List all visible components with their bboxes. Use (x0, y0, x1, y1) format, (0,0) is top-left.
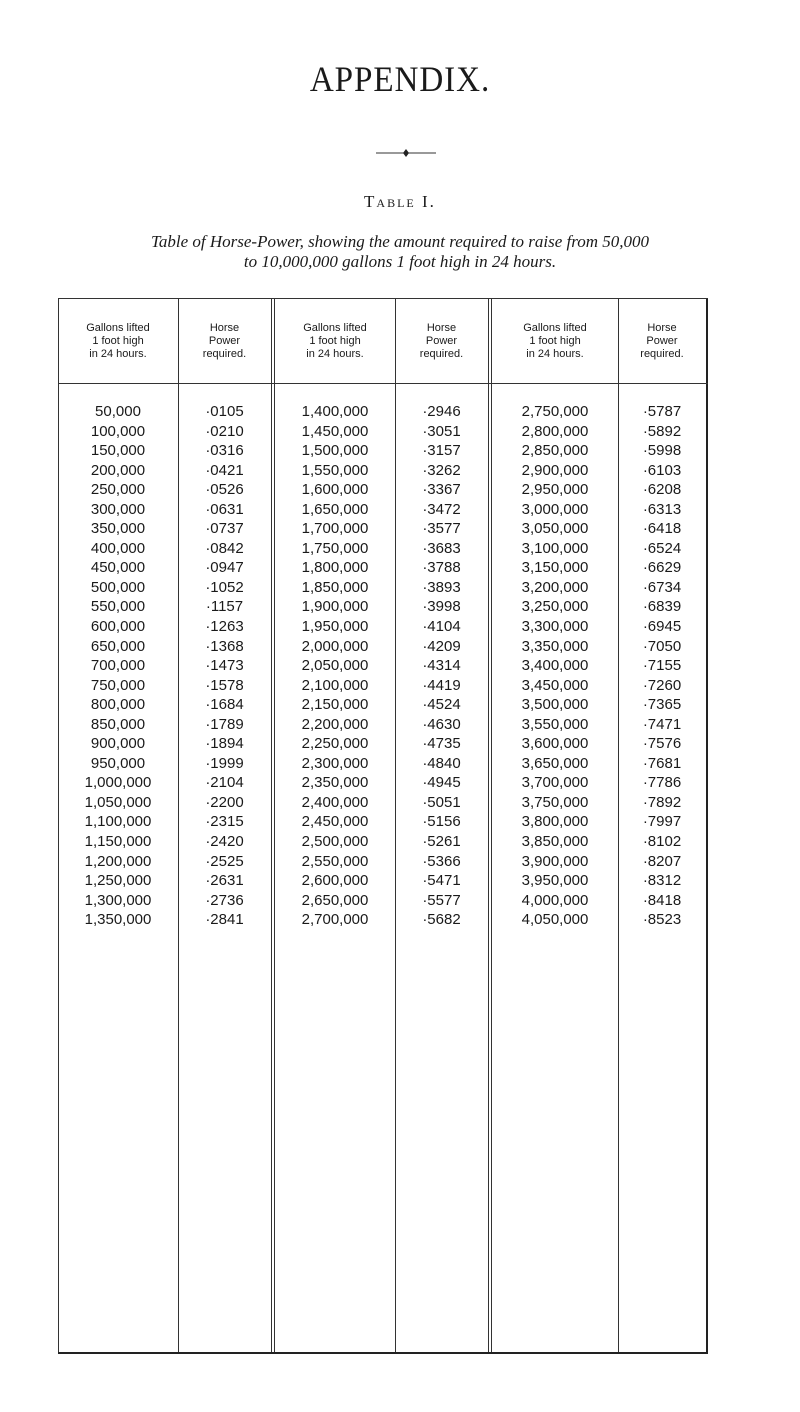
horse-power-cell: ·0526 (205, 481, 244, 499)
gallons-cell: 2,650,000 (301, 891, 369, 909)
horse-power-cell: ·3472 (422, 500, 461, 518)
gallons-cell: 3,750,000 (521, 793, 589, 811)
gallons-cell: 2,500,000 (301, 833, 369, 851)
horse-power-cell: ·6418 (642, 520, 682, 538)
horse-power-cell: ·1473 (205, 657, 244, 675)
gallons-cell: 3,550,000 (521, 715, 589, 733)
horse-power-cell: ·2315 (205, 813, 244, 831)
gallons-cell: 2,850,000 (521, 442, 589, 460)
table-row (58, 793, 708, 813)
gallons-cell: 3,600,000 (521, 735, 589, 753)
horse-power-cell: ·5471 (422, 872, 461, 890)
gallons-cell: 1,100,000 (84, 813, 152, 831)
table-body (58, 402, 708, 930)
table-row (58, 910, 708, 930)
column-header-gallons: Gallons lifted 1 foot high in 24 hours. (303, 321, 367, 360)
gallons-cell: 1,650,000 (301, 500, 369, 518)
gallons-cell: 1,950,000 (301, 618, 369, 636)
horse-power-cell: ·5366 (422, 852, 461, 870)
horse-power-cell: ·4945 (422, 774, 461, 792)
column-header-horse-power: Horse Power required. (419, 321, 464, 360)
gallons-cell: 3,200,000 (521, 578, 589, 596)
horse-power-cell: ·4104 (422, 618, 461, 636)
horse-power-cell: ·0737 (205, 520, 244, 538)
gallons-cell: 550,000 (90, 598, 146, 616)
gallons-cell: 2,300,000 (301, 754, 369, 772)
gallons-cell: 950,000 (90, 754, 146, 772)
horse-power-cell: ·6629 (642, 559, 682, 577)
horse-power-cell: ·1578 (205, 676, 244, 694)
horse-power-cell: ·7155 (642, 657, 682, 675)
gallons-cell: 2,600,000 (301, 872, 369, 890)
horse-power-cell: ·3262 (422, 461, 461, 479)
column-header-horse-power: Horse Power required. (640, 321, 684, 360)
gallons-cell: 2,700,000 (301, 911, 369, 929)
horse-power-cell: ·1052 (205, 578, 244, 596)
table-row (58, 500, 708, 520)
caption-line-1: Table of Horse-Power, showing the amount required to raise from 50,000 (150, 232, 650, 251)
gallons-cell: 2,350,000 (301, 774, 369, 792)
gallons-cell: 350,000 (90, 520, 146, 538)
table-row (58, 578, 708, 598)
gallons-cell: 2,050,000 (301, 657, 369, 675)
horse-power-cell: ·6734 (642, 578, 682, 596)
horse-power-cell: ·0421 (205, 461, 244, 479)
gallons-cell: 500,000 (90, 578, 146, 596)
diamond-ornament-icon (376, 148, 436, 158)
horse-power-cell: ·3577 (422, 520, 461, 538)
table-row (58, 871, 708, 891)
gallons-cell: 2,200,000 (301, 715, 369, 733)
horse-power-cell: ·4419 (422, 676, 461, 694)
horse-power-cell: ·1157 (205, 598, 244, 616)
table-row (58, 656, 708, 676)
gallons-cell: 300,000 (90, 500, 146, 518)
horse-power-cell: ·6945 (642, 618, 682, 636)
gallons-cell: 1,000,000 (84, 774, 152, 792)
gallons-cell: 3,900,000 (521, 852, 589, 870)
horse-power-cell: ·4209 (422, 637, 461, 655)
table-row (58, 812, 708, 832)
horse-power-cell: ·7576 (642, 735, 682, 753)
horse-power-cell: ·0210 (205, 422, 244, 440)
gallons-cell: 3,300,000 (521, 618, 589, 636)
gallons-cell: 850,000 (90, 715, 146, 733)
gallons-cell: 3,800,000 (521, 813, 589, 831)
gallons-cell: 1,300,000 (84, 891, 152, 909)
horse-power-cell: ·3683 (422, 539, 461, 557)
gallons-cell: 3,950,000 (521, 872, 589, 890)
horse-power-cell: ·5156 (422, 813, 461, 831)
table-row (58, 773, 708, 793)
table-row (58, 558, 708, 578)
gallons-cell: 1,800,000 (301, 559, 369, 577)
horse-power-cell: ·4524 (422, 696, 461, 714)
gallons-cell: 3,850,000 (521, 833, 589, 851)
gallons-cell: 900,000 (90, 735, 146, 753)
gallons-cell: 750,000 (90, 676, 146, 694)
gallons-cell: 1,200,000 (84, 852, 152, 870)
horse-power-cell: ·6103 (642, 461, 682, 479)
table-row (58, 617, 708, 637)
gallons-cell: 1,350,000 (84, 911, 152, 929)
gallons-cell: 2,100,000 (301, 676, 369, 694)
horse-power-cell: ·7681 (642, 754, 682, 772)
gallons-cell: 700,000 (90, 657, 146, 675)
gallons-cell: 1,750,000 (301, 539, 369, 557)
gallons-cell: 3,500,000 (521, 696, 589, 714)
table-row (58, 480, 708, 500)
table-row (58, 832, 708, 852)
horse-power-cell: ·0316 (205, 442, 244, 460)
horse-power-cell: ·1368 (205, 637, 244, 655)
table-row (58, 402, 708, 422)
horse-power-cell: ·8523 (642, 911, 682, 929)
horse-power-cell: ·4630 (422, 715, 461, 733)
gallons-cell: 1,150,000 (84, 833, 152, 851)
table-row (58, 715, 708, 735)
gallons-cell: 2,450,000 (301, 813, 369, 831)
gallons-cell: 1,550,000 (301, 461, 369, 479)
horse-power-cell: ·6839 (642, 598, 682, 616)
table-row (58, 441, 708, 461)
table-row (58, 891, 708, 911)
horse-power-cell: ·2736 (205, 891, 244, 909)
gallons-cell: 1,600,000 (301, 481, 369, 499)
table-row (58, 734, 708, 754)
gallons-cell: 1,400,000 (301, 403, 369, 420)
horse-power-cell: ·1263 (205, 618, 244, 636)
gallons-cell: 250,000 (90, 481, 146, 499)
gallons-cell: 1,250,000 (84, 872, 152, 890)
gallons-cell: 3,150,000 (521, 559, 589, 577)
table-row (58, 676, 708, 696)
horse-power-table (58, 298, 708, 1354)
gallons-cell: 2,000,000 (301, 637, 369, 655)
gallons-cell: 200,000 (90, 461, 146, 479)
gallons-cell: 150,000 (90, 442, 146, 460)
column-header-horse-power: Horse Power required. (202, 321, 247, 360)
gallons-cell: 400,000 (90, 539, 146, 557)
gallons-cell: 450,000 (90, 559, 146, 577)
horse-power-cell: ·1894 (205, 735, 244, 753)
gallons-cell: 800,000 (90, 696, 146, 714)
horse-power-cell: ·4735 (422, 735, 461, 753)
page-heading: APPENDIX. (309, 59, 491, 99)
table-label: Table I. (364, 192, 436, 211)
horse-power-cell: ·8102 (642, 833, 682, 851)
horse-power-cell: ·8418 (642, 891, 682, 909)
horse-power-cell: ·2525 (205, 852, 244, 870)
horse-power-cell: ·3157 (422, 442, 461, 460)
horse-power-cell: ·4314 (422, 657, 461, 675)
gallons-cell: 2,150,000 (301, 696, 369, 714)
horse-power-cell: ·5682 (422, 911, 461, 929)
gallons-cell: 2,750,000 (521, 403, 589, 420)
gallons-cell: 1,500,000 (301, 442, 369, 460)
horse-power-cell: ·7260 (642, 676, 682, 694)
table-row (58, 461, 708, 481)
table-row (58, 754, 708, 774)
horse-power-cell: ·6524 (642, 539, 682, 557)
horse-power-cell: ·8207 (642, 852, 682, 870)
horse-power-cell: ·0631 (205, 500, 244, 518)
gallons-cell: 3,400,000 (521, 657, 589, 675)
gallons-cell: 650,000 (90, 637, 146, 655)
horse-power-cell: ·5998 (642, 442, 682, 460)
gallons-cell: 3,050,000 (521, 520, 589, 538)
horse-power-cell: ·2631 (205, 872, 244, 890)
horse-power-cell: ·3893 (422, 578, 461, 596)
gallons-cell: 2,550,000 (301, 852, 369, 870)
gallons-cell: 1,850,000 (301, 578, 369, 596)
gallons-cell: 2,950,000 (521, 481, 589, 499)
horse-power-cell: ·3051 (422, 422, 461, 440)
gallons-cell: 600,000 (90, 618, 146, 636)
horse-power-cell: ·7365 (642, 696, 682, 714)
horse-power-cell: ·5787 (642, 403, 682, 420)
horse-power-cell: ·2946 (422, 403, 461, 420)
gallons-cell: 100,000 (90, 422, 146, 440)
horse-power-cell: ·2200 (205, 793, 244, 811)
horse-power-cell: ·7471 (642, 715, 682, 733)
table-row (58, 852, 708, 872)
horse-power-cell: ·3788 (422, 559, 461, 577)
gallons-cell: 3,350,000 (521, 637, 589, 655)
horse-power-cell: ·6208 (642, 481, 682, 499)
column-header-gallons: Gallons lifted 1 foot high in 24 hours. (86, 321, 150, 360)
horse-power-cell: ·7786 (642, 774, 682, 792)
horse-power-cell: ·5051 (422, 793, 461, 811)
gallons-cell: 4,050,000 (521, 911, 589, 929)
gallons-cell: 2,250,000 (301, 735, 369, 753)
horse-power-cell: ·5577 (422, 891, 461, 909)
gallons-cell: 3,700,000 (521, 774, 589, 792)
horse-power-cell: ·1789 (205, 715, 244, 733)
gallons-cell: 3,250,000 (521, 598, 589, 616)
table-row (58, 637, 708, 657)
gallons-cell: 3,650,000 (521, 754, 589, 772)
horse-power-cell: ·2841 (205, 911, 244, 929)
column-header-gallons: Gallons lifted 1 foot high in 24 hours. (523, 321, 587, 360)
gallons-cell: 2,400,000 (301, 793, 369, 811)
gallons-cell: 1,050,000 (84, 793, 152, 811)
gallons-cell: 3,450,000 (521, 676, 589, 694)
horse-power-cell: ·6313 (642, 500, 682, 518)
horse-power-cell: ·1999 (205, 754, 244, 772)
gallons-cell: 1,700,000 (301, 520, 369, 538)
horse-power-cell: ·3367 (422, 481, 461, 499)
table-row (58, 597, 708, 617)
table-row (58, 519, 708, 539)
horse-power-cell: ·3998 (422, 598, 461, 616)
table-row (58, 695, 708, 715)
horse-power-cell: ·7997 (642, 813, 682, 831)
horse-power-cell: ·0842 (205, 539, 244, 557)
horse-power-cell: ·8312 (642, 872, 682, 890)
gallons-cell: 2,800,000 (521, 422, 589, 440)
horse-power-cell: ·5261 (422, 833, 461, 851)
gallons-cell: 4,000,000 (521, 891, 589, 909)
horse-power-cell: ·2104 (205, 774, 244, 792)
table-row (58, 422, 708, 442)
horse-power-cell: ·1684 (205, 696, 244, 714)
horse-power-cell: ·0947 (205, 559, 244, 577)
table-caption (20, 232, 780, 272)
gallons-cell: 3,000,000 (521, 500, 589, 518)
caption-line-2: to 10,000,000 gallons 1 foot high in 24 hours. (243, 252, 557, 271)
horse-power-cell: ·2420 (205, 833, 244, 851)
gallons-cell: 50,000 (95, 403, 141, 420)
horse-power-cell: ·7892 (642, 793, 682, 811)
gallons-cell: 3,100,000 (521, 539, 589, 557)
header-rule (58, 383, 708, 384)
gallons-cell: 1,450,000 (301, 422, 369, 440)
gallons-cell: 1,900,000 (301, 598, 369, 616)
gallons-cell: 2,900,000 (521, 461, 589, 479)
horse-power-cell: ·0105 (205, 403, 244, 420)
table-row (58, 539, 708, 559)
horse-power-cell: ·7050 (642, 637, 682, 655)
horse-power-cell: ·4840 (422, 754, 461, 772)
horse-power-cell: ·5892 (642, 422, 682, 440)
